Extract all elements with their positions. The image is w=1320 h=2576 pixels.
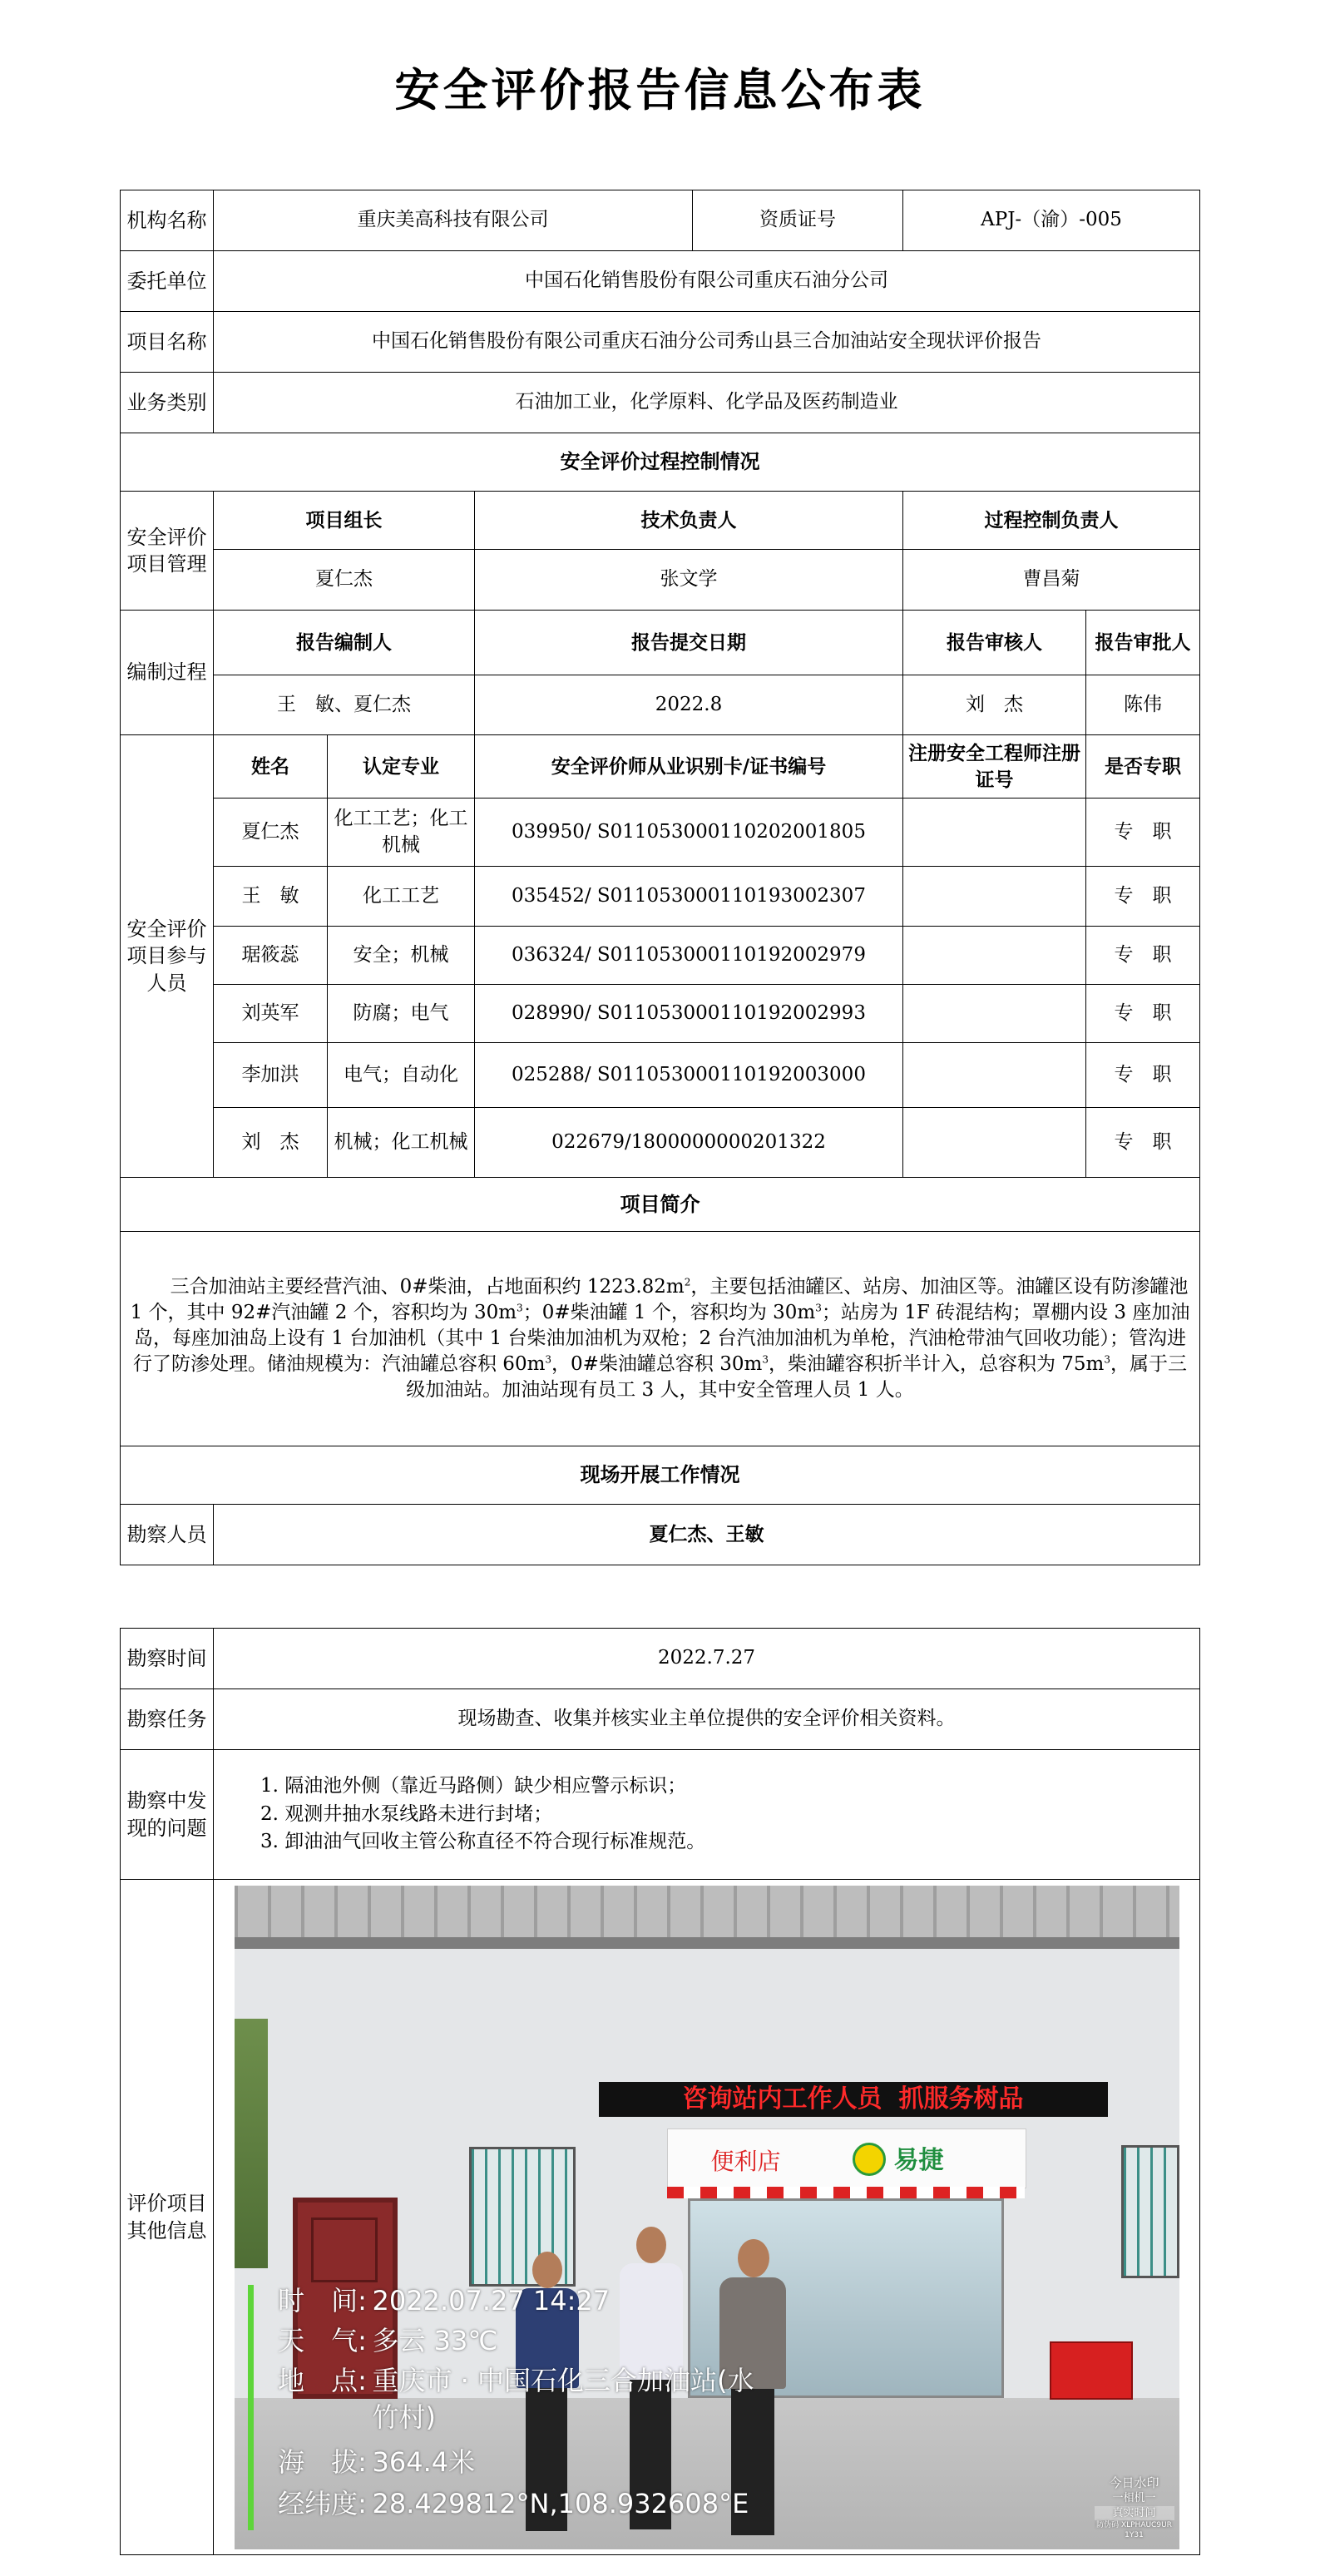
intro-part-3: ；0#柴油罐 1 个，容积均为 30m [522, 1301, 816, 1323]
management-tech: 张文学 [475, 550, 903, 611]
participant-reg [903, 985, 1086, 1043]
page-title: 安全评价报告信息公布表 [394, 64, 926, 116]
participant-reg [903, 927, 1086, 985]
project-intro-text [121, 1232, 1200, 1446]
intro-part-7: ，属于三级加油站。加油站现有员工 3 人，其中安全管理人员 1 人。 [406, 1353, 1187, 1402]
fire-extinguisher-box [1050, 2341, 1133, 2400]
other-info-row [121, 1880, 1200, 2555]
store-sign [667, 2129, 1026, 2188]
management-leader: 夏仁杰 [214, 550, 475, 611]
led-sign [599, 2082, 1108, 2117]
intro-sup-total: 3 [1104, 1353, 1110, 1366]
participant-name: 王 敏 [214, 867, 328, 927]
led-text-2: 抓服务树品 [898, 2084, 1024, 2114]
participant-major: 防腐；电气 [328, 985, 475, 1043]
management-label: 安全评价项目管理 [121, 492, 214, 611]
participant-reg [903, 1108, 1086, 1178]
participant-fulltime: 专 职 [1086, 1108, 1200, 1178]
stamp-altitude: 海 拔: 364.4米 [278, 2445, 476, 2478]
cert-label: 资质证号 [693, 190, 903, 251]
process-section-title: 安全评价过程控制情况 [121, 433, 1200, 492]
participant-cert: 039950/ S011053000110202001805 [475, 799, 903, 867]
survey-staff-label: 勘察人员 [121, 1505, 214, 1565]
canopy-roof [235, 1886, 1179, 1937]
participants-header-fulltime: 是否专职 [1086, 735, 1200, 799]
compile-reviewer: 刘 杰 [903, 675, 1086, 735]
survey-time-label: 勘察时间 [121, 1629, 214, 1689]
intro-section-row [121, 1178, 1200, 1232]
participant-cert: 035452/ S011053000110193002307 [475, 867, 903, 927]
survey-task-value: 现场勘查、收集并核实业主单位提供的安全评价相关资料。 [214, 1689, 1200, 1750]
report-info-table [120, 190, 1200, 1565]
project-value: 中国石化销售股份有限公司重庆石油分公司秀山县三合加油站安全现状评价报告 [214, 312, 1200, 373]
participants-header-major: 认定专业 [328, 735, 475, 799]
list-item: 2. 观测井抽水泵线路未进行封堵； [260, 1802, 553, 1825]
participant-cert: 022679/1800000000201322 [475, 1108, 903, 1178]
intro-part-4: ；站房为 1F 砖混结构；罩棚内设 3 座加油岛，每座加油岛上设有 1 台加油机（其中 1 台柴油加油机为双枪；2 台汽油加油机为单枪，汽油枪带油气回收功能）；管沟进行了防渗处理。储油规模为：汽油罐总容积 60m [133, 1301, 1190, 1376]
canopy-edge [235, 1937, 1179, 1949]
project-row [121, 312, 1200, 373]
compile-header-date: 报告提交日期 [475, 611, 903, 675]
participant-name: 刘英军 [214, 985, 328, 1043]
stamp-time: 时 间: 2022.07.27 14:27 [278, 2284, 611, 2316]
table-row [121, 927, 1200, 985]
survey-staff-value: 夏仁杰、王敏 [214, 1505, 1200, 1565]
participant-fulltime: 专 职 [1086, 867, 1200, 927]
client-label: 委托单位 [121, 251, 214, 312]
survey-task-row [121, 1689, 1200, 1750]
participants-label: 安全评价项目参与人员 [121, 735, 214, 1178]
site-section-row [121, 1446, 1200, 1505]
site-photo-cell [214, 1880, 1200, 2555]
client-value: 中国石化销售股份有限公司重庆石油分公司 [214, 251, 1200, 312]
participant-major: 化工工艺 [328, 867, 475, 927]
org-value: 重庆美高科技有限公司 [214, 190, 693, 251]
photo-timestamp-overlay [248, 2268, 813, 2534]
org-label: 机构名称 [121, 190, 214, 251]
management-header-leader: 项目组长 [214, 492, 475, 550]
compile-header-reviewer: 报告审核人 [903, 611, 1086, 675]
participants-header-reg: 注册安全工程师注册证号 [903, 735, 1086, 799]
brand-logo-icon [853, 2143, 886, 2176]
intro-sup-diesel-total: 3 [762, 1353, 769, 1366]
list-item: 1. 隔油池外侧（靠近马路侧）缺少相应警示标识； [260, 1775, 687, 1797]
site-section-title: 现场开展工作情况 [121, 1446, 1200, 1505]
table-row [121, 1043, 1200, 1108]
site-photo [235, 1886, 1179, 2549]
participant-reg [903, 799, 1086, 867]
participant-cert: 025288/ S011053000110192003000 [475, 1043, 903, 1108]
window-right [1121, 2145, 1179, 2278]
intro-section-title: 项目简介 [121, 1178, 1200, 1232]
participants-header-name: 姓名 [214, 735, 328, 799]
participant-cert: 036324/ S011053000110192002979 [475, 927, 903, 985]
participants-header-cert: 安全评价师从业识别卡/证书编号 [475, 735, 903, 799]
participant-major: 化工工艺；化工机械 [328, 799, 475, 867]
awning [667, 2187, 1025, 2198]
intro-sup-area: 2 [684, 1276, 691, 1288]
participant-reg [903, 867, 1086, 927]
store-name: 便利店 [710, 2147, 781, 2175]
intro-part-5: ，0#柴油罐总容积 30m [551, 1353, 763, 1376]
issues-list [219, 1773, 1194, 1856]
compile-author: 王 敏、夏仁杰 [214, 675, 475, 735]
compile-header-row [121, 611, 1200, 675]
business-row [121, 373, 1200, 433]
compile-label: 编制过程 [121, 611, 214, 735]
issues-row [121, 1750, 1200, 1880]
intro-sup-diesel-tank: 3 [815, 1302, 822, 1314]
stamp-location: 地 点: 重庆市 · 中国石化三合加油站(水 [278, 2364, 754, 2396]
list-item: 3. 卸油油气回收主管公称直径不符合现行标准规范。 [260, 1831, 706, 1853]
participant-fulltime: 专 职 [1086, 985, 1200, 1043]
compile-value-row [121, 675, 1200, 735]
participant-fulltime: 专 职 [1086, 799, 1200, 867]
business-value: 石油加工业，化学原料、化学品及医药制造业 [214, 373, 1200, 433]
participant-fulltime: 专 职 [1086, 1043, 1200, 1108]
intro-part-2: ，主要包括油罐区、站房、加油区等。油罐区设有防渗罐池 1 个，其中 92#汽油罐 2 个，容积均为 30m [130, 1275, 1189, 1323]
participants-header-row [121, 735, 1200, 799]
issues-cell [214, 1750, 1200, 1880]
stamp-coordinates: 经纬度: 28.429812°N,108.932608°E [278, 2487, 749, 2519]
other-info-label: 评价项目其他信息 [121, 1880, 214, 2555]
stamp-bar [248, 2285, 254, 2530]
participant-major: 安全；机械 [328, 927, 475, 985]
management-header-row [121, 492, 1200, 550]
management-header-tech: 技术负责人 [475, 492, 903, 550]
participant-fulltime: 专 职 [1086, 927, 1200, 985]
client-row [121, 251, 1200, 312]
survey-time-value: 2022.7.27 [214, 1629, 1200, 1689]
participant-reg [903, 1043, 1086, 1108]
survey-task-label: 勘察任务 [121, 1689, 214, 1750]
survey-time-row [121, 1629, 1200, 1689]
issues-label: 勘察中发现的问题 [121, 1750, 214, 1880]
participant-name: 琚筱蕊 [214, 927, 328, 985]
brand-name: 易捷 [893, 2145, 944, 2175]
compile-date: 2022.8 [475, 675, 903, 735]
org-row [121, 190, 1200, 251]
led-text-1: 咨询站内工作人员 [682, 2084, 882, 2114]
intro-row [121, 1232, 1200, 1446]
trees [235, 2019, 268, 2268]
survey-info-table [120, 1628, 1200, 2555]
management-control: 曹昌菊 [903, 550, 1200, 611]
table-row [121, 799, 1200, 867]
participant-cert: 028990/ S011053000110192002993 [475, 985, 903, 1043]
participant-major: 电气；自动化 [328, 1043, 475, 1108]
participant-major: 机械；化工机械 [328, 1108, 475, 1178]
intro-part-1: 三合加油站主要经营汽油、0#柴油，占地面积约 1223.82m [170, 1275, 685, 1298]
table-row [121, 1108, 1200, 1178]
participant-name: 刘 杰 [214, 1108, 328, 1178]
compile-header-approver: 报告审批人 [1086, 611, 1200, 675]
watermark-logo: 今日水印 一相机一 真实时间 防伪码 XLPHAUC9UR1Y31 [1095, 2475, 1174, 2541]
intro-sup-gas-total: 3 [545, 1353, 552, 1366]
table-row [121, 985, 1200, 1043]
compile-header-author: 报告编制人 [214, 611, 475, 675]
survey-staff-row [121, 1505, 1200, 1565]
compile-approver: 陈伟 [1086, 675, 1200, 735]
project-label: 项目名称 [121, 312, 214, 373]
intro-part-6: ，柴油罐容积折半计入，总容积为 75m [768, 1353, 1105, 1376]
process-section-row [121, 433, 1200, 492]
management-header-control: 过程控制负责人 [903, 492, 1200, 550]
intro-sup-gas-tank: 3 [517, 1302, 523, 1314]
stamp-weather: 天 气: 多云 33℃ [278, 2324, 498, 2356]
management-value-row [121, 550, 1200, 611]
participant-name: 夏仁杰 [214, 799, 328, 867]
cert-value: APJ-（渝）-005 [903, 190, 1200, 251]
participant-name: 李加洪 [214, 1043, 328, 1108]
stamp-location-cont: 竹村) [372, 2400, 436, 2433]
business-label: 业务类别 [121, 373, 214, 433]
table-row [121, 867, 1200, 927]
person-head [636, 2227, 666, 2263]
